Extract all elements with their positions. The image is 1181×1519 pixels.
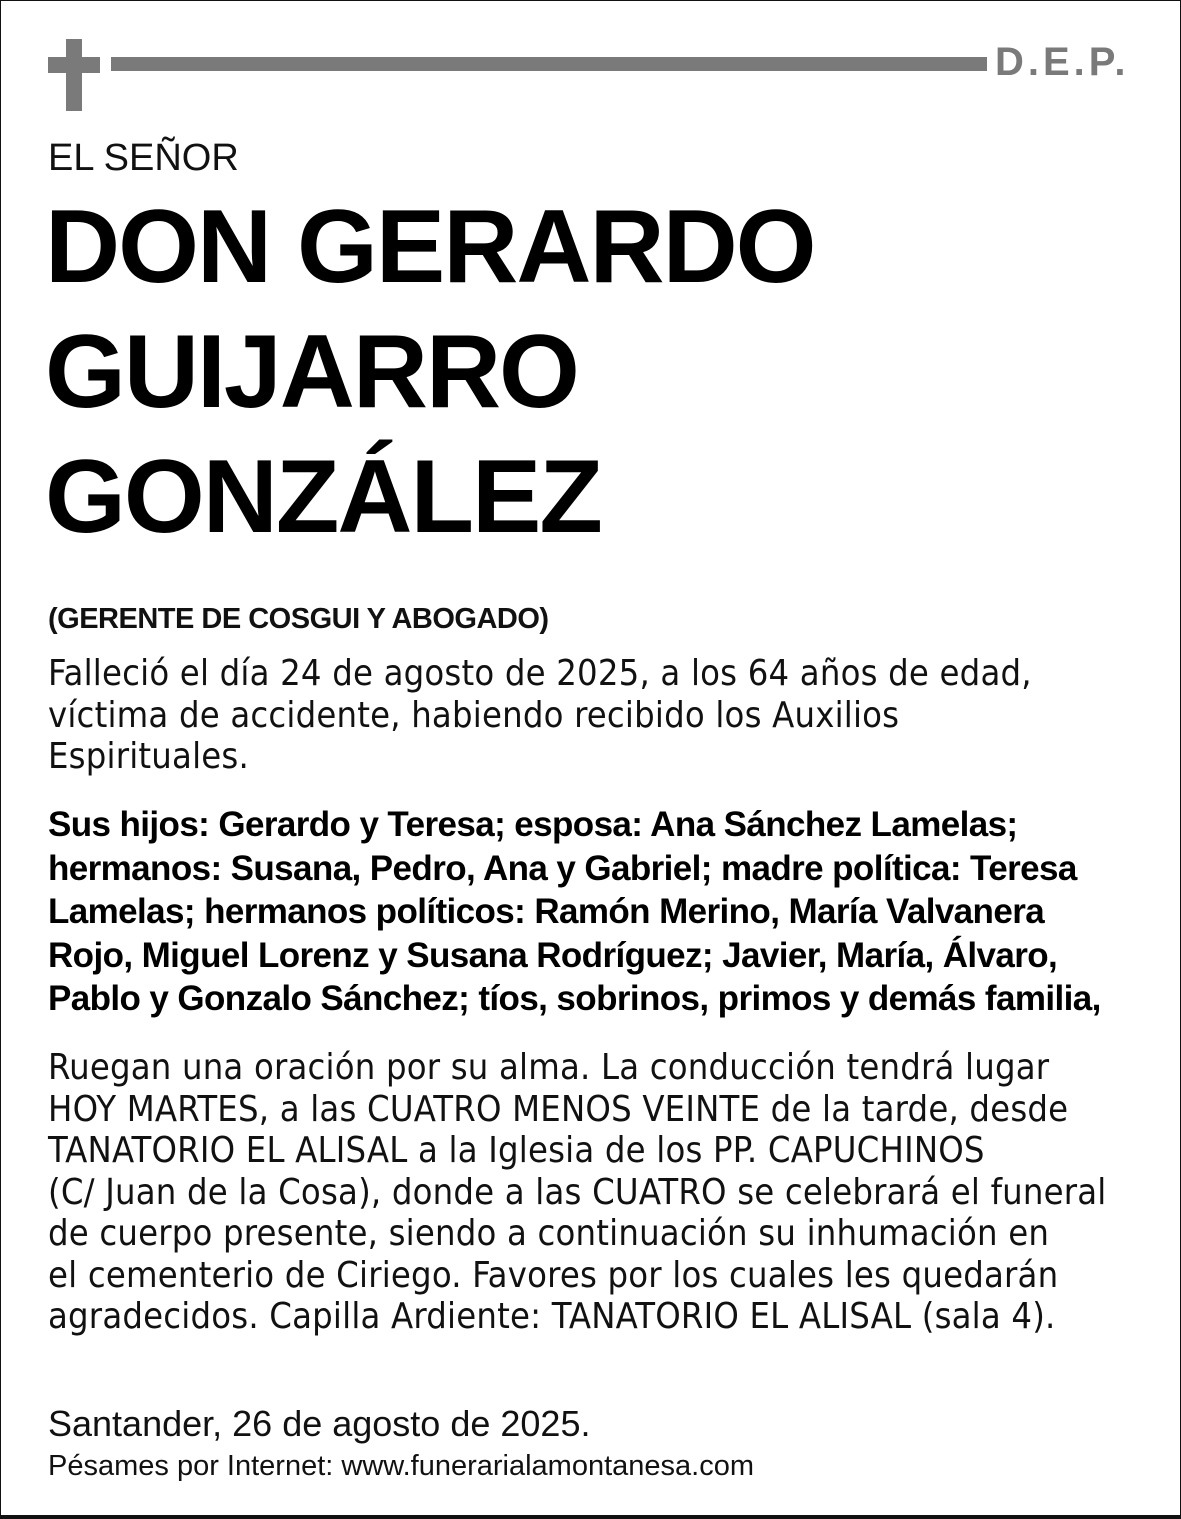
- death-notice: [48, 653, 1158, 778]
- name-line: DON GERARDO: [45, 189, 815, 305]
- text-line: Pablo y Gonzalo Sánchez; tíos, sobrinos, primos y demás familia,: [48, 979, 1101, 1018]
- cross-icon: [48, 39, 100, 111]
- intro-label: EL SEÑOR: [48, 137, 239, 179]
- name-line: GONZÁLEZ: [45, 439, 601, 555]
- header-rule: [111, 57, 987, 71]
- deceased-name: [45, 185, 815, 560]
- family-list: [48, 803, 1158, 1021]
- text-line: (C/ Juan de la Cosa), donde a las CUATRO se celebrará el funeral: [48, 1171, 1107, 1213]
- text-line: Lamelas; hermanos políticos: Ramón Merino, María Valvanera: [48, 892, 1045, 931]
- place-date: Santander, 26 de agosto de 2025.: [48, 1403, 591, 1444]
- text-line: de cuerpo presente, siendo a continuación su inhumación en: [48, 1213, 1050, 1254]
- deceased-title: (GERENTE DE COSGUI Y ABOGADO): [48, 603, 549, 635]
- text-line: agradecidos. Capilla Ardiente: TANATORIO EL ALISAL (sala 4).: [48, 1296, 1056, 1337]
- condolences-website[interactable]: Pésames por Internet: www.funerarialamontanesa.com: [48, 1450, 755, 1482]
- dep-label: D.E.P.: [995, 40, 1130, 84]
- text-line: HOY MARTES, a las CUATRO MENOS VEINTE de la tarde, desde: [48, 1088, 1069, 1130]
- text-line: el cementerio de Ciriego. Favores por los cuales les quedarán: [48, 1254, 1059, 1296]
- text-line: Rojo, Miguel Lorenz y Susana Rodríguez; Javier, María, Álvaro,: [48, 935, 1058, 975]
- text-line: Falleció el día 24 de agosto de 2025, a los 64 años de edad,: [48, 653, 1032, 694]
- text-line: TANATORIO EL ALISAL a la Iglesia de los PP. CAPUCHINOS: [48, 1130, 985, 1171]
- text-line: hermanos: Susana, Pedro, Ana y Gabriel; madre política: Teresa: [48, 848, 1077, 888]
- text-line: Sus hijos: Gerardo y Teresa; esposa: Ana Sánchez Lamelas;: [48, 805, 1018, 844]
- text-line: Ruegan una oración por su alma. La conducción tendrá lugar: [48, 1047, 1050, 1088]
- text-line: Espirituales.: [48, 736, 249, 777]
- service-details: [48, 1047, 1158, 1338]
- name-line: GUIJARRO: [45, 314, 578, 430]
- text-line: víctima de accidente, habiendo recibido los Auxilios: [48, 694, 900, 736]
